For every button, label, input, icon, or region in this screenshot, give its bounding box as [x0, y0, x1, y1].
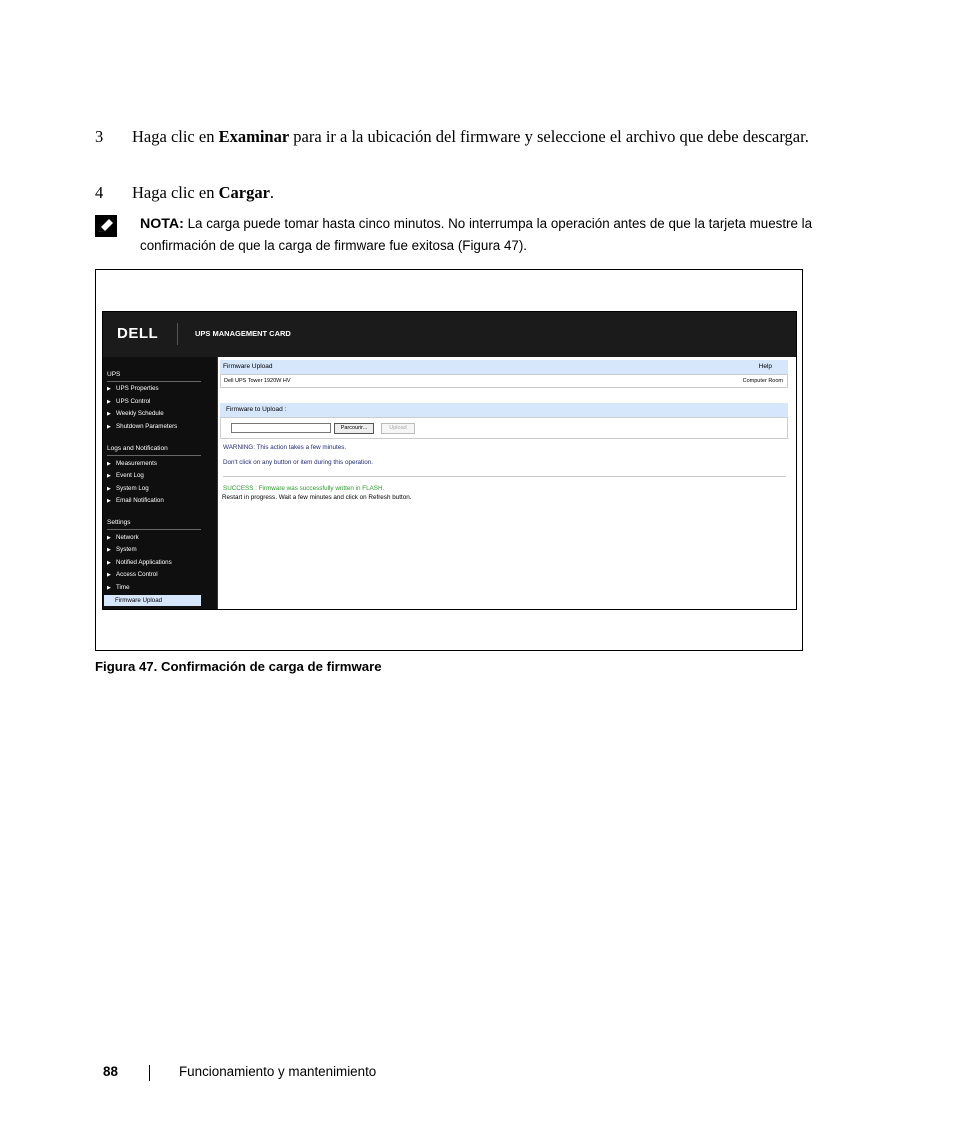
sidebar-item-firmware-upload[interactable]: Firmware Upload	[104, 595, 201, 606]
sidebar	[103, 357, 217, 609]
arrow-right-icon: ▶	[107, 386, 111, 392]
browse-button[interactable]: Parcourir...	[334, 423, 374, 434]
arrow-right-icon: ▶	[107, 411, 111, 417]
figure-caption: Figura 47. Confirmación de carga de firmware	[95, 659, 382, 674]
sidebar-item-system-log[interactable]: ▶ System Log	[107, 485, 149, 492]
sidebar-item-notified-applications[interactable]: ▶ Notified Applications	[107, 559, 172, 566]
arrow-right-icon: ▶	[107, 547, 111, 553]
sidebar-item-ups-properties[interactable]: ▶ UPS Properties	[107, 385, 159, 392]
device-name: Dell UPS Tower 1920W HV	[224, 378, 291, 384]
sidebar-item-event-log[interactable]: ▶ Event Log	[107, 472, 144, 479]
arrow-right-icon: ▶	[107, 498, 111, 504]
arrow-right-icon: ▶	[107, 461, 111, 467]
footer-section-title: Funcionamiento y mantenimiento	[179, 1064, 377, 1079]
arrow-right-icon: ▶	[107, 473, 111, 479]
note-text: NOTA: La carga puede tomar hasta cinco minutos. No interrumpa la operación antes de que la tarjeta muestre la confirmación de que la carga de firmware fue exitosa (Figura 47).	[140, 216, 813, 253]
success-message: SUCCESS : Firmware was successfully written in FLASH.	[223, 485, 385, 492]
page-number: 88	[103, 1064, 118, 1079]
step-number: 4	[95, 183, 104, 202]
arrow-right-icon: ▶	[107, 585, 111, 591]
divider	[223, 476, 786, 477]
sidebar-item-shutdown-parameters[interactable]: ▶ Shutdown Parameters	[107, 423, 178, 430]
app-title: UPS MANAGEMENT CARD	[195, 329, 291, 338]
ups-web-ui-screenshot	[102, 311, 797, 610]
footer-divider	[149, 1065, 150, 1081]
step-text: Haga clic en Cargar.	[132, 183, 275, 202]
step-text: Haga clic en Examinar para ir a la ubicación del firmware y seleccione el archivo que debe descargar.	[132, 127, 809, 146]
sidebar-item-network[interactable]: ▶ Network	[107, 534, 139, 541]
arrow-right-icon: ▶	[107, 399, 111, 405]
sidebar-section-ups: UPS	[107, 371, 121, 378]
step-number: 3	[95, 127, 104, 146]
help-link[interactable]: Help	[758, 363, 772, 370]
arrow-right-icon: ▶	[107, 560, 111, 566]
sidebar-item-weekly-schedule[interactable]: ▶ Weekly Schedule	[107, 410, 164, 417]
sidebar-item-ups-control[interactable]: ▶ UPS Control	[107, 398, 151, 405]
sidebar-section-settings: Settings	[107, 519, 131, 526]
arrow-right-icon: ▶	[107, 486, 111, 492]
upload-form-row	[220, 417, 788, 439]
upload-section-header	[220, 403, 788, 417]
sidebar-section-logs: Logs and Notification	[107, 445, 168, 452]
app-header	[103, 312, 796, 357]
arrow-right-icon: ▶	[107, 572, 111, 578]
sidebar-item-email-notification[interactable]: ▶ Email Notification	[107, 497, 164, 504]
sidebar-item-system[interactable]: ▶ System	[107, 546, 137, 553]
sidebar-item-access-control[interactable]: ▶ Access Control	[107, 571, 158, 578]
upload-button[interactable]: Upload	[381, 423, 415, 434]
sidebar-item-measurements[interactable]: ▶ Measurements	[107, 460, 157, 467]
header-divider	[177, 323, 178, 345]
warning-message-2: Don't click on any button or item during this operation.	[223, 459, 373, 466]
device-location: Computer Room	[742, 378, 783, 384]
panel-header	[220, 360, 788, 374]
pencil-note-icon	[95, 215, 117, 237]
file-path-input[interactable]	[231, 423, 331, 433]
dell-logo: DELL	[117, 325, 159, 342]
device-info-row	[220, 374, 788, 388]
sidebar-item-time[interactable]: ▶ Time	[107, 584, 130, 591]
main-panel	[217, 357, 797, 609]
arrow-right-icon: ▶	[107, 535, 111, 541]
warning-message-1: WARNING: This action takes a few minutes.	[223, 444, 347, 451]
panel-title: Firmware Upload	[223, 363, 273, 370]
arrow-right-icon: ▶	[107, 424, 111, 430]
restart-message: Restart in progress. Wait a few minutes and click on Refresh button.	[222, 494, 412, 501]
upload-label: Firmware to Upload :	[226, 406, 287, 413]
